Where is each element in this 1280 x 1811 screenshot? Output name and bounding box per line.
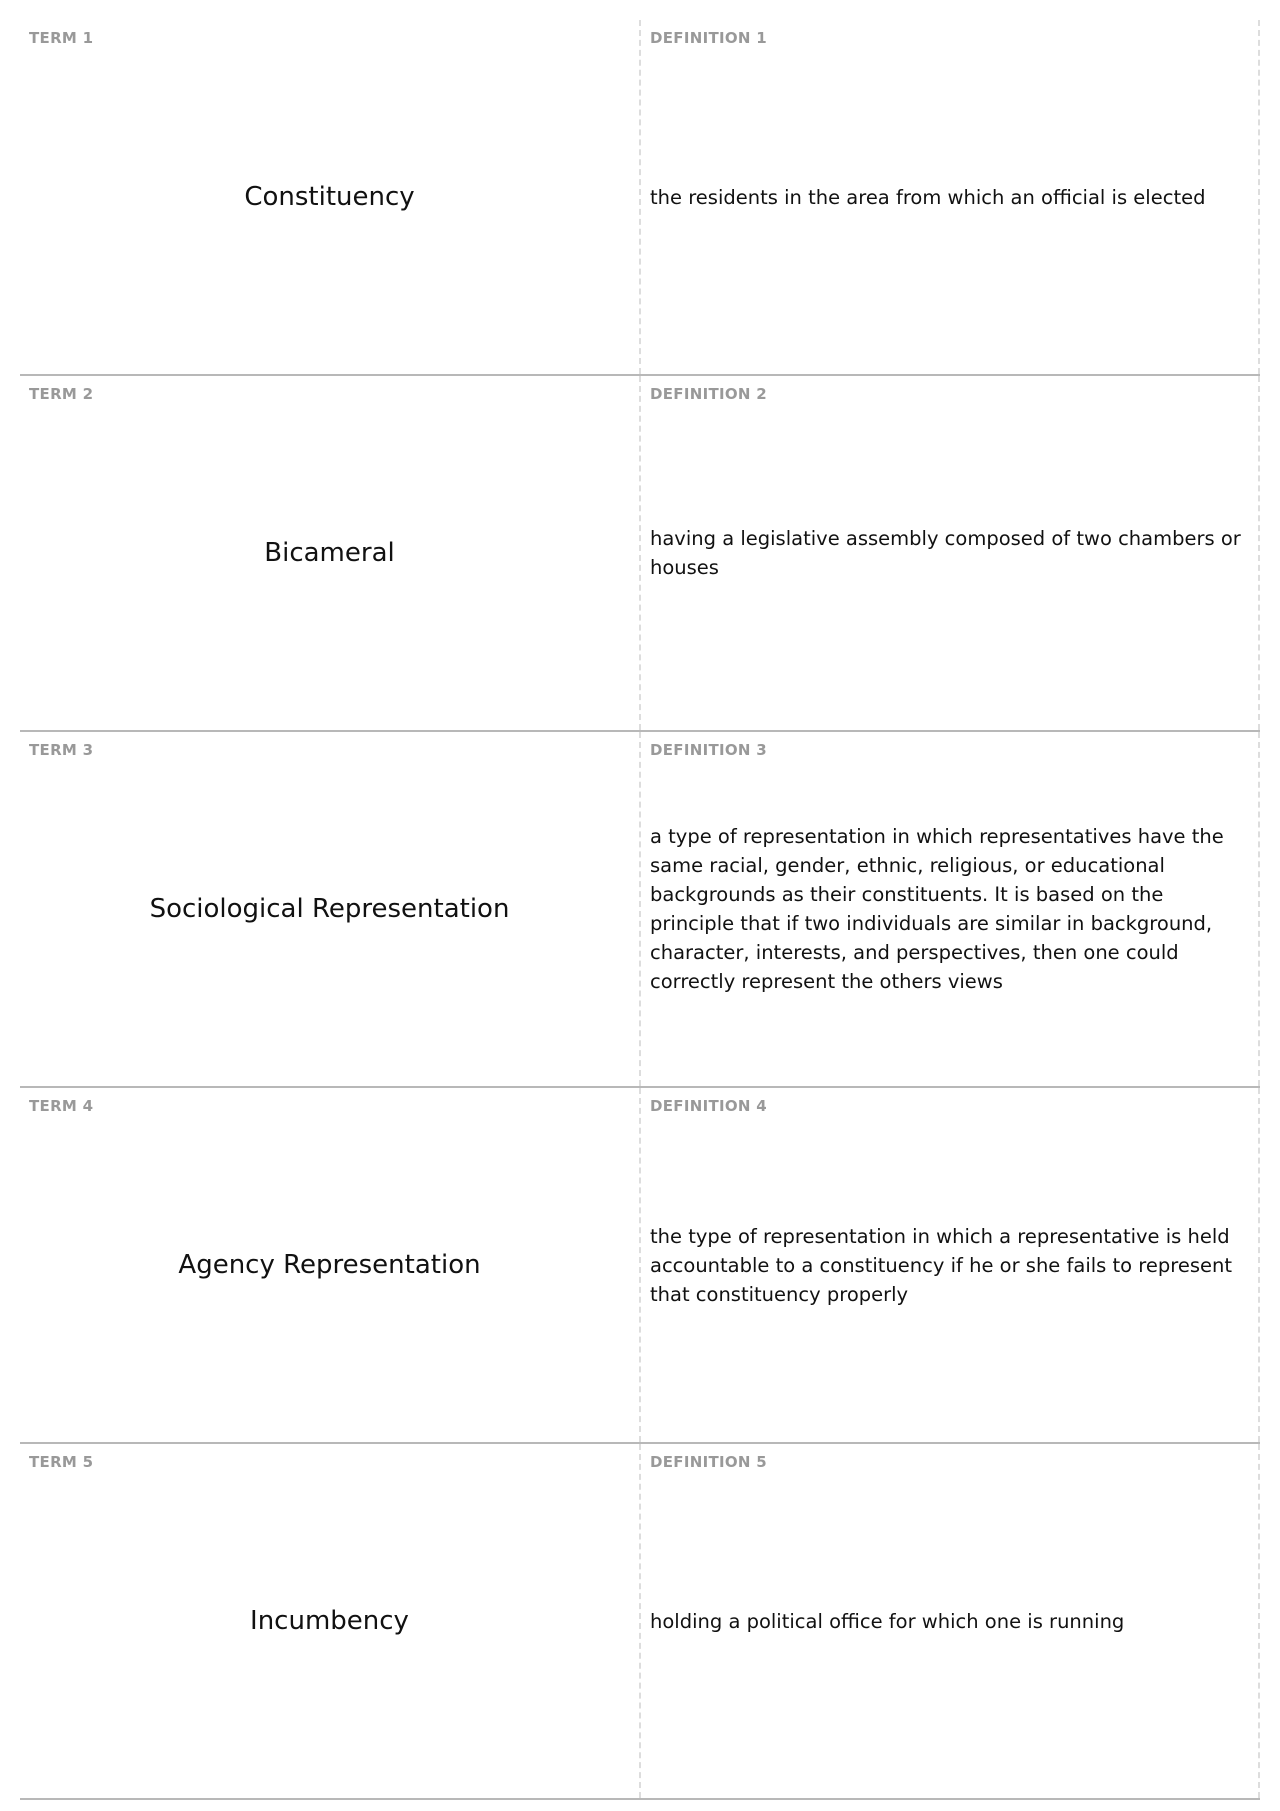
flashcard-row-2 (20, 376, 1260, 732)
term-label: TERM 1 (29, 29, 94, 47)
term-text: Agency Representation (178, 1250, 481, 1280)
definition-text: holding a political office for which one is running (650, 1609, 1125, 1633)
term-cell (20, 20, 641, 374)
term-label: TERM 5 (29, 1453, 94, 1471)
definition-label: DEFINITION 3 (650, 741, 768, 759)
definition-label: DEFINITION 5 (650, 1453, 768, 1471)
term-cell (20, 376, 641, 730)
flashcard-row-3 (20, 732, 1260, 1088)
flashcard-sheet (20, 20, 1260, 1800)
definition-text: the residents in the area from which an official is elected (650, 185, 1206, 209)
definition-cell (641, 20, 1260, 374)
definition-cell (641, 1444, 1260, 1798)
definition-label: DEFINITION 1 (650, 29, 768, 47)
term-label: TERM 4 (29, 1097, 94, 1115)
definition-text-wrap (650, 1444, 1252, 1798)
term-label: TERM 3 (29, 741, 94, 759)
definition-text-wrap (650, 20, 1252, 374)
definition-cell (641, 1088, 1260, 1442)
term-label: TERM 2 (29, 385, 94, 403)
definition-text: a type of representation in which representatives have the same racial, gender, ethnic, religious, or educational backgrounds as their constituents. It is based on the principle that if two individuals are similar in background, character, interests, and perspectives, then one could correctly represent the others views (650, 825, 1224, 993)
term-cell (20, 1088, 641, 1442)
term-text: Incumbency (250, 1606, 409, 1636)
term-cell (20, 1444, 641, 1798)
definition-cell (641, 732, 1260, 1086)
definition-text-wrap (650, 732, 1252, 1086)
definition-text-wrap (650, 376, 1252, 730)
definition-text: the type of representation in which a representative is held accountable to a constituency if he or she fails to represent that constituency properly (650, 1224, 1232, 1306)
flashcard-row-1 (20, 20, 1260, 376)
definition-label: DEFINITION 4 (650, 1097, 768, 1115)
flashcard-row-4 (20, 1088, 1260, 1444)
term-text: Constituency (244, 182, 415, 212)
definition-cell (641, 376, 1260, 730)
term-text: Sociological Representation (149, 894, 510, 924)
definition-label: DEFINITION 2 (650, 385, 768, 403)
term-text: Bicameral (264, 538, 395, 568)
flashcard-row-5 (20, 1444, 1260, 1800)
definition-text: having a legislative assembly composed of two chambers or houses (650, 527, 1241, 579)
term-cell (20, 732, 641, 1086)
definition-text-wrap (650, 1088, 1252, 1442)
